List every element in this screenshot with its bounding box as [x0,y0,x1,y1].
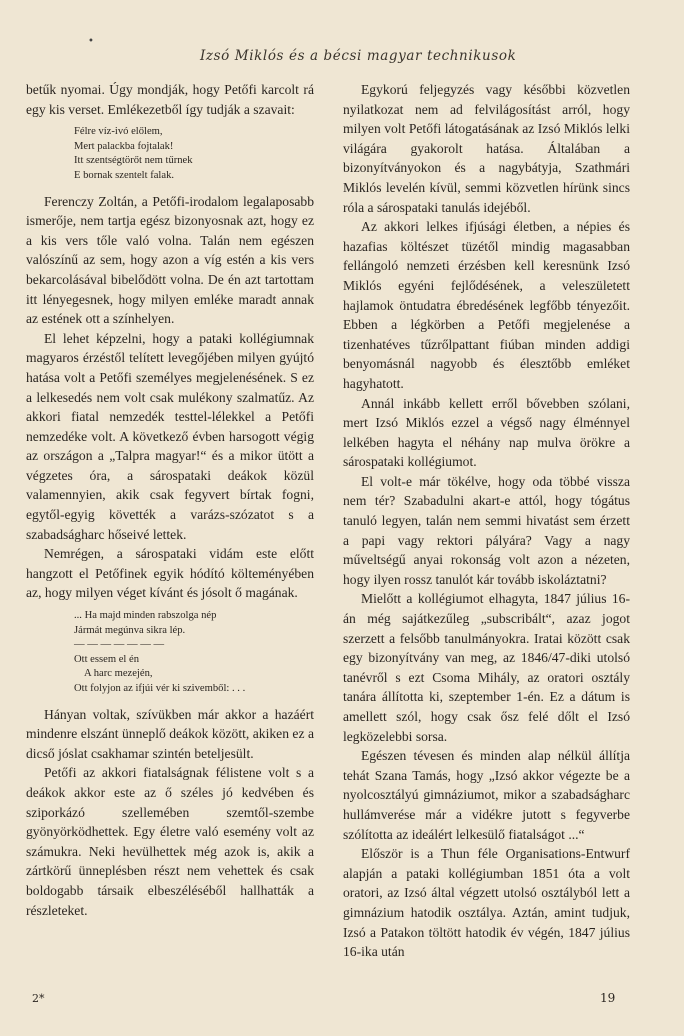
left-column [26,80,314,920]
paragraph: Egykorú feljegyzés vagy későbbi közvetlen nyilatkozat nem ad felvilágosítást arról, hogy milyen volt Petőfi látogatásának az Izsó Miklós lelki világára gyakorolt hatása. Általában a bizonyítványokon és a nagybátyja, Szathmári Miklós levelén kívül, semmi közvetlen hírünk sincs róla a sárospataki tanulás idejéből. [343,82,630,215]
paragraph: Mielőtt a kollégiumot elhagyta, 1847 július 16-án még sajátkezűleg „subscribált“, azaz jogot szerzett a felsőbb tanulmányokra. Iratai között csak egy bizonyítvány van meg, az 1846/47-diki utolsó tanévről s ezt Csoma Mihály, az oratori osztály tanára állította ki, szeptember 1-én. Ez a dátum is amellett szól, hogy csak ősz felé dőlt el Izsó legközelebbi sorsa. [343,591,630,744]
paragraph: Először is a Thun féle Organisations-Entwurf alapján a pataki kollégiumban 1851 óta a volt oratori, az Izsó által végzett utolsó osztályból lett a gimnázium hatodik osztálya. Aztán, amint tudjuk, Izsó a Patakon töltött hatodik év végén, 1847 július 16-ika után [343,846,630,960]
printer-signature: 2* [32,992,45,1005]
poem-line: ... Ha majd minden rabszolga nép [74,610,217,622]
paragraph: Ferenczy Zoltán, a Petőfi-irodalom legalaposabb ismerője, nem tartja egész bizonyosnak azt, hogy ez a kis vers tőle való volna. Talán nem egészen valószínű az sem, hogy azon a víg estén a kis vers bekarcolásával bibelődött volna. De én azt tartottam itt lényegesnek, hogy milyen emléke maradt annak az estének ott a színhelyen. [26,193,314,327]
paragraph: El volt-e már tökélve, hogy oda többé vissza nem tér? Szabadulni akart-e attól, hogy tógátus tanuló legyen, talán nem semmi hivatást sem érzett a papi vagy rektori pályára? Vagy a nagy műveltségű anyai rokonság volt azon a nézeten, hogy ilyen rossz tanulót kár tovább iskoláztatni? [343,473,630,587]
paragraph: El lehet képzelni, hogy a pataki kollégiumnak magyaros érzéstől telített levegőjében milyen gyújtó hatása volt a Petőfi személyes megjelenésének. S ez a lelkesedés nem volt csak mulékony szalmatűz. Az akkori fiatal nemzedék testtel-lélekkel a Petőfi nemzedéke volt. A következő évben harsogott végig az országon a „Talpra magyar!“ és a mikor ütött a végzetes óra, a sárospataki deákok közül valamennyien, akik csak fegyvert bírtak fogni, egytől-egyig követték a varázs-szózatot s a szabadságharc hőseivé lettek. [26,330,314,542]
paragraph: Nemrégen, a sárospataki vidám este előtt hangzott el Petőfinek egyik hódító költeményében az, hogy milyen véget kívánt és jósolt ő magának. [26,546,314,601]
paragraph: Hányan voltak, szívükben már akkor a hazáért mindenre elszánt ünneplő deákok között, akiken ez a dicső jóslat csakhamar szintén beteljesült. [26,706,314,761]
paragraph: Az akkori lelkes ifjúsági életben, a népies és hazafias költészet tüzétől mindig magasabban fellángoló nemzeti érzésben kell keresnünk Izsó Miklós egyéni fejlődésének, a veleszületett hajlamok öntudatra ébredésének legfőbb tényezőit. Ebben a légkörben a Petőfi megjelenése a tizenhatéves tűzrőlpattant fiúban minden addigi benyomásnál nagyobb és élesztőbb emléket hagyhatott. [343,219,630,391]
running-header: Izsó Miklós és a bécsi magyar technikusok [200,48,517,64]
poem-quote [74,125,314,183]
poem-line: Ott folyjon az ifjúi vér ki szivemből: . . . [74,683,246,694]
poem-line: Ott essem el én [74,653,140,665]
paragraph: Petőfi az akkori fiatalságnak félistene volt s a deákok akkor este az ő széles jó kedvében és sziporkázó szellemében szemtől-szembe gyönyörködhettek. Egy életre való esemény volt az számukra. Neki hevülhettek még azok is, akik a zártkörű ünneplésben részt nem vehettek és csak boldogabb társaik elbeszéléséből hallhatták a részleteket. [26,765,314,918]
poem-line: Félre víz-ivó előlem, [74,126,163,138]
margin-mark: • [88,36,94,47]
right-column [343,80,630,962]
paragraph: Annál inkább kellett erről bővebben szólani, mert Izsó Miklós ezzel a végső nagy élménnyel lelkében hagyta el néhány nap mulva örökre a sárospataki kollégiumot. [343,395,630,470]
poem-line: Jármát megúnva sikra lép. [74,624,186,636]
poem-quote [74,609,314,697]
poem-line: — — — — — — — [74,639,165,651]
paragraph: betűk nyomai. Úgy mondják, hogy Petőfi karcolt rá egy kis verset. Emlékezetből így tudják a szavait: [26,82,314,117]
poem-line: Itt szentségtörőt nem tűrnek [74,155,193,167]
poem-line: Mert palackba fojtalak! [74,140,174,152]
poem-line: A harc mezején, [84,668,153,680]
page-number: 19 [600,991,616,1005]
poem-line: E bornak szentelt falak. [74,169,175,181]
paragraph: Egészen tévesen és minden alap nélkül állítja tehát Szana Tamás, hogy „Izsó akkor végezte be a nyolcosztályú gimnáziumot, mikor a szabadságharc hullámverése már a vidékre jutott s fegyverbe szólította az ideálért lelkesülő fiatalságot ...“ [343,748,630,842]
